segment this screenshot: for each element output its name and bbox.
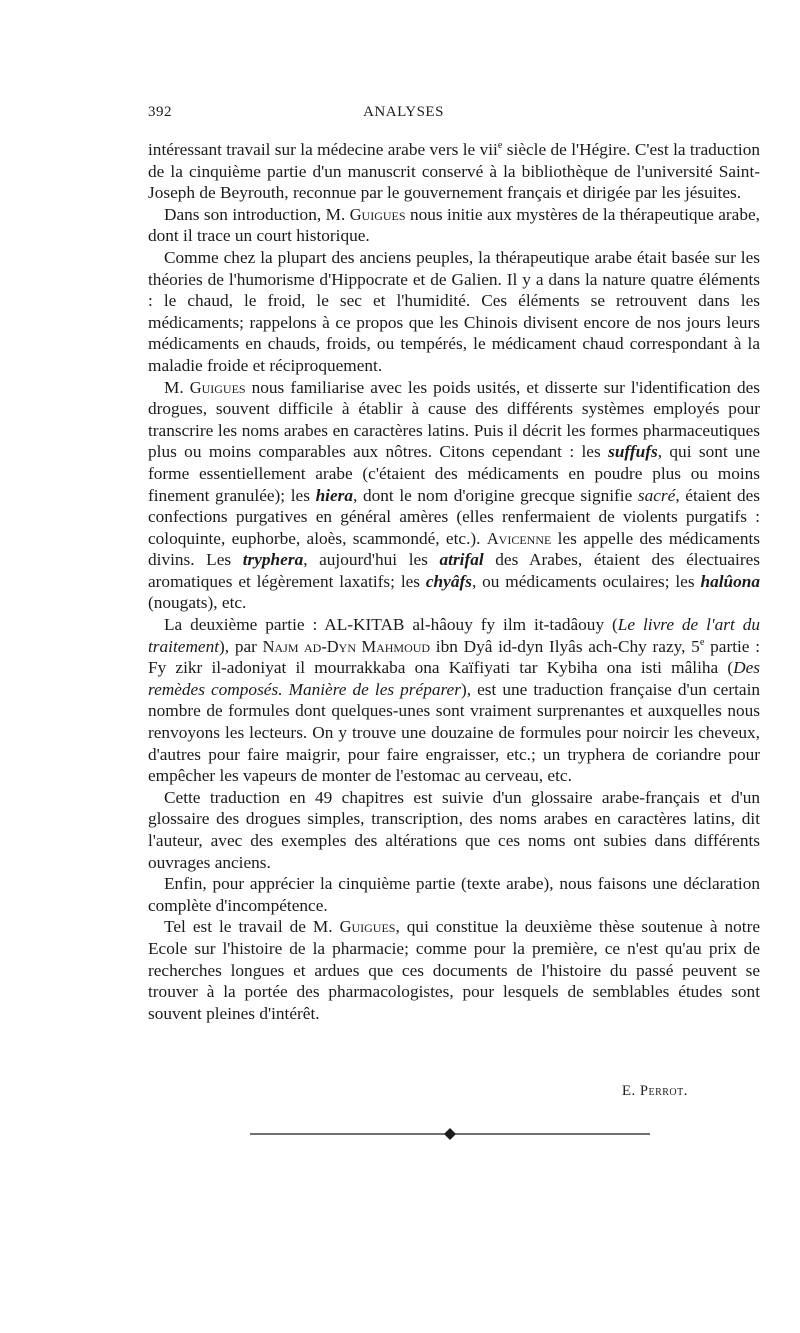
text-run: chyâfs — [425, 571, 472, 591]
text-run: , qui sont une forme essentiellement arabe (c'étaient des médicaments en poudre plus ou moins finement granulée); les — [148, 442, 761, 505]
signature-final: . — [683, 1083, 688, 1099]
text-run: , qui constitue la deuxième thèse soutenue à notre Ecole sur l'histoire de la pharmacie; comme pour la première, ce n'est qu'au prix de recherches longues et ardues que ces documents de l'histoire du passé peuvent se trouver à la portée des pharmacologistes, pour lesquels de semblables études sont souvent pleines d'intérêt. — [148, 917, 760, 1023]
text-run: Avicenne — [486, 528, 552, 548]
paragraph — [148, 247, 760, 377]
text-run: tryphera — [242, 550, 304, 570]
text-run: Najm ad-Dyn Mahmoud — [262, 636, 431, 656]
text-run: sacré — [637, 485, 676, 505]
text-run: Guigues — [189, 377, 246, 397]
text-run: Cette traduction en 49 chapitres est suivie d'un glossaire arabe-français et d'un glossaire des drogues simples, transcription, des noms arabes en caractères latins, dit l'auteur, avec des exemples des altérations que ces noms ont subies dans différents ouvrages anciens. — [148, 787, 760, 872]
text-run: Des remèdes composés. Manière de les préparer — [148, 658, 760, 699]
text-run: La deuxième partie : AL-KITAB al-hâouy fy ilm it-tadâouy ( — [164, 615, 618, 635]
text-run: Guigues — [339, 917, 396, 937]
signature — [560, 1083, 688, 1100]
text-run: M. — [164, 377, 190, 397]
paragraph — [148, 614, 760, 787]
text-run: nous familiarise avec les poids usités, et disserte sur l'identification des drogues, souvent difficile à établir à cause des différents systèmes employés pour transcrire les noms arabes en caractères latins. Puis il décrit les formes pharmaceutiques plus ou moins comparables aux nôtres. Citons cependant : les — [148, 377, 760, 462]
text-run: partie : Fy zikr il-adoniyat il mourrakkaba ona Kaïfiyati tar Kybiha ona isti mâliha ( — [148, 636, 760, 678]
signature-initial: E. — [621, 1083, 641, 1099]
text-run: e — [699, 636, 705, 648]
text-run: , ou médicaments oculaires; les — [471, 571, 701, 591]
text-run: Enfin, pour apprécier la cinquième partie (texte arabe), nous faisons une déclaration complète d'incompétence. — [148, 874, 760, 915]
text-run: halûona — [700, 571, 761, 591]
text-run: les appelle des médicaments divins. Les — [148, 528, 760, 570]
text-run: intéressant travail sur la médecine arabe vers le vii — [148, 140, 498, 159]
paragraph — [148, 787, 760, 873]
text-run: nous initie aux mystères de la thérapeutique arabe, dont il trace un court historique. — [148, 204, 760, 246]
paragraph — [148, 139, 760, 204]
text-run: atrifal — [439, 550, 484, 570]
text-run: e — [497, 140, 503, 152]
text-run: , aujourd'hui les — [303, 550, 440, 570]
paragraph — [148, 916, 760, 1024]
text-run: , dont le nom d'origine grecque signifie — [353, 485, 638, 505]
text-run: siècle de l'Hégire. C'est la traduction de la cinquième partie d'un manuscrit conservé à la bibliothèque de l'université Saint-Joseph de Beyrouth, reconnue par le gouvernement français et dirigée par les jésuites. — [148, 140, 760, 203]
page-number: 392 — [148, 104, 172, 120]
end-ornament-rule — [250, 1124, 650, 1144]
text-run: suffufs — [608, 442, 658, 462]
article-body — [148, 139, 760, 1024]
text-run: Guigues — [349, 204, 406, 224]
text-run: ), est une traduction française d'un certain nombre de formules dont quelques-unes sont vraiment surprenantes et auxquelles nous renvoyons les lecteurs. On y trouve une douzaine de formules pour noircir les cheveux, d'autres pour faire maigrir, pour faire engraisser, etc.; un tryphera de coriandre pour empêcher les vapeurs de monter de l'estomac au cerveau, etc. — [148, 679, 761, 786]
text-run: ), par — [219, 636, 263, 656]
text-run: hiera — [315, 485, 354, 505]
paragraph — [148, 873, 760, 916]
text-run: Comme chez la plupart des anciens peuples, la thérapeutique arabe était basée sur les théories de l'humorisme d'Hippocrate et de Galien. Il y a dans la nature quatre éléments : le chaud, le froid, le sec et l'humidité. Ces éléments se retrouvent dans les médicaments; rappelons à ce propos que les Chinois divisent encore de nos jours leurs médicaments en chauds, froids, ou tempérés, le médicament chaud correspondant à la maladie froide et réciproquement. — [148, 247, 760, 375]
text-run: des Arabes, étaient des électuaires aromatiques et légèrement laxatifs; les — [148, 550, 760, 591]
paragraph — [148, 204, 760, 247]
text-run: (nougats), etc. — [148, 593, 247, 613]
signature-surname: Perrot — [640, 1083, 684, 1099]
text-run: , étaient des confections purgatives en général amères (elles renfermaient de violents purgatifs : coloquinte, euphorbe, aloès, scammondé, etc.). — [148, 485, 760, 548]
text-run: Tel est le travail de M. — [164, 917, 340, 937]
running-title: ANALYSES — [363, 104, 444, 120]
text-run: Dans son introduction, M. — [164, 204, 350, 224]
paragraph — [148, 377, 760, 615]
text-run: Le livre de l'art du traitement — [148, 615, 760, 656]
text-run: ibn Dyâ id-dyn Ilyâs ach-Chy razy, 5 — [430, 636, 700, 656]
